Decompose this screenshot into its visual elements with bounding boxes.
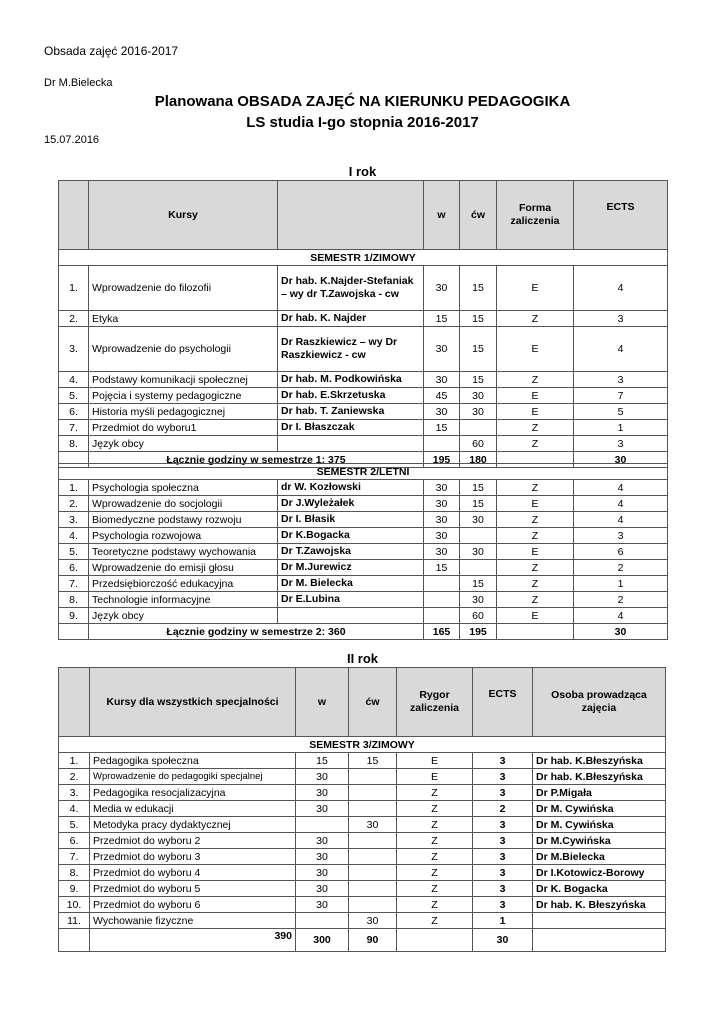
col-kursy: Kursy [89, 181, 278, 250]
table-row [59, 576, 668, 592]
course-name: Przedmiot do wyboru 6 [90, 897, 296, 913]
assessment-form: Z [497, 560, 574, 576]
col-ects: ECTS [473, 668, 533, 737]
assessment-form: E [397, 753, 473, 769]
ects-points: 7 [574, 388, 668, 404]
hours-cw [349, 769, 397, 785]
ects-points: 6 [574, 544, 668, 560]
hours-cw [349, 849, 397, 865]
total-cw: 90 [349, 929, 397, 952]
year1-table [58, 180, 668, 468]
year2-header-row [59, 668, 666, 737]
hours-cw [460, 528, 497, 544]
course-name: Pedagogika resocjalizacyjna [90, 785, 296, 801]
hours-w: 15 [296, 753, 349, 769]
table-row [59, 544, 668, 560]
table-row [59, 785, 666, 801]
assessment-form: Z [397, 801, 473, 817]
hours-w: 15 [424, 560, 460, 576]
assessment-form: Z [397, 817, 473, 833]
total-w: 195 [424, 452, 460, 468]
hours-cw [349, 881, 397, 897]
hours-cw [349, 865, 397, 881]
hours-w: 30 [424, 404, 460, 420]
assessment-form: Z [497, 436, 574, 452]
sem3-label-row [59, 737, 666, 753]
ects-points: 3 [574, 436, 668, 452]
hours-w [424, 592, 460, 608]
year1-label: I rok [348, 164, 377, 179]
hours-cw [349, 801, 397, 817]
assessment-form: E [497, 544, 574, 560]
teacher-name: Dr hab. K.Błeszyńska [533, 753, 666, 769]
hours-w: 30 [296, 865, 349, 881]
hours-w: 30 [424, 496, 460, 512]
course-name: Język obcy [89, 436, 278, 452]
teacher-name: Dr M. Cywińska [533, 817, 666, 833]
hours-w: 30 [296, 833, 349, 849]
row-number: 11. [59, 913, 90, 929]
course-name: Podstawy komunikacji społecznej [89, 372, 278, 388]
hours-w: 30 [424, 512, 460, 528]
course-name: Teoretyczne podstawy wychowania [89, 544, 278, 560]
row-number: 2. [59, 496, 89, 512]
sem3-body [59, 753, 666, 929]
row-number: 8. [59, 436, 89, 452]
row-number: 9. [59, 608, 89, 624]
hours-cw: 30 [349, 913, 397, 929]
assessment-form: Z [397, 785, 473, 801]
assessment-form: Z [497, 592, 574, 608]
course-name: Język obcy [89, 608, 278, 624]
hours-cw: 60 [460, 436, 497, 452]
teacher-name [278, 436, 424, 452]
course-name: Wprowadzenie do pedagogiki specjalnej [90, 769, 296, 785]
row-number: 1. [59, 266, 89, 311]
hours-cw [460, 420, 497, 436]
table-row [59, 404, 668, 420]
course-name: Przedmiot do wyboru 3 [90, 849, 296, 865]
ects-points: 4 [574, 608, 668, 624]
course-name: Przedmiot do wyboru 2 [90, 833, 296, 849]
hours-w: 30 [296, 785, 349, 801]
table-row [59, 769, 666, 785]
course-name: Pedagogika społeczna [90, 753, 296, 769]
col-w: w [424, 181, 460, 250]
ects-points: 2 [473, 801, 533, 817]
hours-cw: 30 [460, 544, 497, 560]
year1-sem2-table [58, 463, 668, 640]
ects-points: 3 [473, 833, 533, 849]
row-number: 10. [59, 897, 90, 913]
row-number: 4. [59, 801, 90, 817]
assessment-form: Z [497, 311, 574, 327]
ects-points: 5 [574, 404, 668, 420]
teacher-name: Dr P.Migała [533, 785, 666, 801]
table-row [59, 327, 668, 372]
teacher-name: Dr Raszkiewicz – wy Dr Raszkiewicz - cw [278, 327, 424, 372]
teacher-name: Dr I. Błaszczak [278, 420, 424, 436]
hours-cw: 30 [460, 404, 497, 420]
hours-cw [349, 785, 397, 801]
hours-w: 30 [296, 897, 349, 913]
assessment-form: E [497, 608, 574, 624]
hours-cw [349, 897, 397, 913]
teacher-name: Dr I.Kotowicz-Borowy [533, 865, 666, 881]
hours-w: 15 [424, 420, 460, 436]
total-label: Łącznie godziny w semestrze 2: 360 [89, 624, 424, 640]
total-w: 165 [424, 624, 460, 640]
total-ects: 30 [574, 452, 668, 468]
hours-cw [349, 833, 397, 849]
ects-points: 4 [574, 327, 668, 372]
teacher-name: Dr K.Bogacka [278, 528, 424, 544]
col-kursy: Kursy dla wszystkich specjalności [90, 668, 296, 737]
total-w: 300 [296, 929, 349, 952]
col-cw: ćw [349, 668, 397, 737]
row-number: 3. [59, 512, 89, 528]
hours-w: 30 [424, 266, 460, 311]
ects-points: 3 [574, 311, 668, 327]
table-row [59, 897, 666, 913]
course-name: Biomedyczne podstawy rozwoju [89, 512, 278, 528]
year1-header-row [59, 181, 668, 250]
semester-label: SEMESTR 1/ZIMOWY [59, 250, 668, 266]
teacher-name: dr W. Kozłowski [278, 480, 424, 496]
assessment-form: Z [497, 480, 574, 496]
hours-cw: 15 [349, 753, 397, 769]
hours-cw: 15 [460, 576, 497, 592]
row-number: 3. [59, 327, 89, 372]
ects-points: 3 [574, 528, 668, 544]
course-name: Wychowanie fizyczne [90, 913, 296, 929]
assessment-form: E [497, 496, 574, 512]
teacher-name: Dr E.Lubina [278, 592, 424, 608]
course-name: Historia myśli pedagogicznej [89, 404, 278, 420]
hours-cw: 30 [460, 388, 497, 404]
table-row [59, 266, 668, 311]
table-row [59, 528, 668, 544]
total-label: 390 [90, 929, 296, 952]
table-row [59, 311, 668, 327]
row-number: 3. [59, 785, 90, 801]
col-osoba: Osoba prowadząca zajęcia [533, 668, 666, 737]
table-row [59, 372, 668, 388]
sem1-label-row [59, 250, 668, 266]
table-row [59, 512, 668, 528]
hours-w: 30 [296, 801, 349, 817]
row-number: 4. [59, 372, 89, 388]
row-number: 8. [59, 592, 89, 608]
assessment-form: Z [397, 865, 473, 881]
course-name: Pojęcia i systemy pedagogiczne [89, 388, 278, 404]
assessment-form: Z [397, 897, 473, 913]
table-row [59, 420, 668, 436]
hours-w: 30 [424, 528, 460, 544]
teacher-name [278, 608, 424, 624]
total-cw: 180 [460, 452, 497, 468]
ects-points: 3 [473, 769, 533, 785]
course-name: Wprowadzenie do psychologii [89, 327, 278, 372]
table-row [59, 753, 666, 769]
hours-cw: 15 [460, 311, 497, 327]
course-name: Przedmiot do wyboru 4 [90, 865, 296, 881]
course-name: Przedmiot do wyboru1 [89, 420, 278, 436]
ects-points: 1 [473, 913, 533, 929]
table-row [59, 833, 666, 849]
hours-w [424, 576, 460, 592]
hours-cw: 15 [460, 480, 497, 496]
year2-table [58, 667, 666, 952]
teacher-name: Dr M.Cywińska [533, 833, 666, 849]
ects-points: 1 [574, 576, 668, 592]
doc-author: Dr M.Bielecka [44, 77, 113, 89]
total-ects: 30 [473, 929, 533, 952]
course-name: Psychologia rozwojowa [89, 528, 278, 544]
assessment-form: E [497, 404, 574, 420]
ects-points: 3 [473, 881, 533, 897]
table-row [59, 913, 666, 929]
course-name: Technologie informacyjne [89, 592, 278, 608]
table-row [59, 592, 668, 608]
course-name: Wprowadzenie do socjologii [89, 496, 278, 512]
assessment-form: E [397, 769, 473, 785]
teacher-name: Dr hab. K. Najder [278, 311, 424, 327]
row-number: 1. [59, 753, 90, 769]
row-number: 7. [59, 420, 89, 436]
course-name: Metodyka pracy dydaktycznej [90, 817, 296, 833]
hours-cw: 15 [460, 266, 497, 311]
row-number: 6. [59, 833, 90, 849]
total-label: Łącznie godziny w semestrze 1: 375 [89, 452, 424, 468]
doc-date: 15.07.2016 [44, 134, 100, 146]
table-row [59, 560, 668, 576]
col-w: w [296, 668, 349, 737]
table-row [59, 388, 668, 404]
total-ects: 30 [574, 624, 668, 640]
ects-points: 4 [574, 496, 668, 512]
col-cw: ćw [460, 181, 497, 250]
ects-points: 4 [574, 266, 668, 311]
hours-w [424, 608, 460, 624]
hours-w: 30 [424, 544, 460, 560]
table-row [59, 865, 666, 881]
col-forma: Forma zaliczenia [497, 181, 574, 250]
teacher-name: Dr I. Błasik [278, 512, 424, 528]
row-number: 6. [59, 404, 89, 420]
teacher-name [533, 913, 666, 929]
teacher-name: Dr hab. K.Błeszyńska [533, 769, 666, 785]
sem3-total-row [59, 929, 666, 952]
course-name: Przedsiębiorczość edukacyjna [89, 576, 278, 592]
teacher-name: Dr M.Jurewicz [278, 560, 424, 576]
assessment-form: Z [397, 849, 473, 865]
teacher-name: Dr hab. K.Najder-Stefaniak – wy dr T.Zawojska - cw [278, 266, 424, 311]
row-number: 6. [59, 560, 89, 576]
assessment-form: Z [497, 512, 574, 528]
ects-points: 2 [574, 592, 668, 608]
ects-points: 3 [473, 897, 533, 913]
teacher-name: Dr T.Zawojska [278, 544, 424, 560]
hours-cw: 30 [460, 512, 497, 528]
semester-label: SEMESTR 3/ZIMOWY [59, 737, 666, 753]
teacher-name: Dr hab. T. Zaniewska [278, 404, 424, 420]
assessment-form: Z [397, 881, 473, 897]
teacher-name: Dr hab. K. Błeszyńska [533, 897, 666, 913]
doc-title-line2: LS studia I-go stopnia 2016-2017 [246, 114, 479, 131]
hours-w: 15 [424, 311, 460, 327]
col-rygor: Rygor zaliczenia [397, 668, 473, 737]
hours-w: 30 [424, 372, 460, 388]
hours-cw: 15 [460, 372, 497, 388]
teacher-name: Dr hab. M. Podkowińska [278, 372, 424, 388]
assessment-form: E [497, 266, 574, 311]
course-name: Etyka [89, 311, 278, 327]
hours-cw: 15 [460, 496, 497, 512]
ects-points: 3 [473, 753, 533, 769]
row-number: 5. [59, 388, 89, 404]
ects-points: 1 [574, 420, 668, 436]
doc-header: Obsada zajęć 2016-2017 [44, 44, 179, 58]
teacher-name: Dr J.Wyleżałek [278, 496, 424, 512]
course-name: Wprowadzenie do emisji głosu [89, 560, 278, 576]
table-row [59, 817, 666, 833]
ects-points: 3 [473, 817, 533, 833]
hours-cw: 15 [460, 327, 497, 372]
teacher-name: Dr M. Cywińska [533, 801, 666, 817]
teacher-name: Dr M.Bielecka [533, 849, 666, 865]
table-row [59, 881, 666, 897]
assessment-form: E [497, 327, 574, 372]
sem2-body [59, 480, 668, 624]
hours-w [424, 436, 460, 452]
ects-points: 3 [473, 785, 533, 801]
semester-label: SEMESTR 2/LETNI [59, 464, 668, 480]
sem1-body [59, 266, 668, 452]
hours-w [296, 913, 349, 929]
total-cw: 195 [460, 624, 497, 640]
row-number: 9. [59, 881, 90, 897]
course-name: Wprowadzenie do filozofii [89, 266, 278, 311]
row-number: 8. [59, 865, 90, 881]
row-number: 5. [59, 544, 89, 560]
row-number: 2. [59, 311, 89, 327]
doc-title-line1: Planowana OBSADA ZAJĘĆ NA KIERUNKU PEDAGOGIKA [154, 93, 571, 110]
hours-cw: 30 [460, 592, 497, 608]
row-number: 1. [59, 480, 89, 496]
course-name: Psychologia społeczna [89, 480, 278, 496]
hours-cw: 30 [349, 817, 397, 833]
ects-points: 3 [574, 372, 668, 388]
table-row [59, 849, 666, 865]
assessment-form: Z [397, 833, 473, 849]
assessment-form: Z [497, 420, 574, 436]
ects-points: 3 [473, 865, 533, 881]
table-row [59, 436, 668, 452]
ects-points: 4 [574, 512, 668, 528]
course-name: Przedmiot do wyboru 5 [90, 881, 296, 897]
hours-w: 45 [424, 388, 460, 404]
teacher-name: Dr K. Bogacka [533, 881, 666, 897]
row-number: 7. [59, 849, 90, 865]
table-row [59, 496, 668, 512]
hours-w: 30 [424, 327, 460, 372]
row-number: 7. [59, 576, 89, 592]
table-row [59, 801, 666, 817]
assessment-form: Z [497, 576, 574, 592]
table-row [59, 608, 668, 624]
hours-w: 30 [296, 849, 349, 865]
row-number: 2. [59, 769, 90, 785]
hours-w [296, 817, 349, 833]
row-number: 5. [59, 817, 90, 833]
table-row [59, 480, 668, 496]
col-ects: ECTS [574, 181, 668, 250]
teacher-name: Dr hab. E.Skrzetuska [278, 388, 424, 404]
ects-points: 3 [473, 849, 533, 865]
hours-w: 30 [424, 480, 460, 496]
assessment-form: Z [497, 528, 574, 544]
hours-cw [460, 560, 497, 576]
sem2-label-row [59, 464, 668, 480]
hours-w: 30 [296, 769, 349, 785]
assessment-form: E [497, 388, 574, 404]
ects-points: 4 [574, 480, 668, 496]
assessment-form: Z [397, 913, 473, 929]
year2-label: II rok [346, 651, 379, 666]
ects-points: 2 [574, 560, 668, 576]
hours-cw: 60 [460, 608, 497, 624]
row-number: 4. [59, 528, 89, 544]
teacher-name: Dr M. Bielecka [278, 576, 424, 592]
course-name: Media w edukacji [90, 801, 296, 817]
hours-w: 30 [296, 881, 349, 897]
sem2-total-row [59, 624, 668, 640]
assessment-form: Z [497, 372, 574, 388]
